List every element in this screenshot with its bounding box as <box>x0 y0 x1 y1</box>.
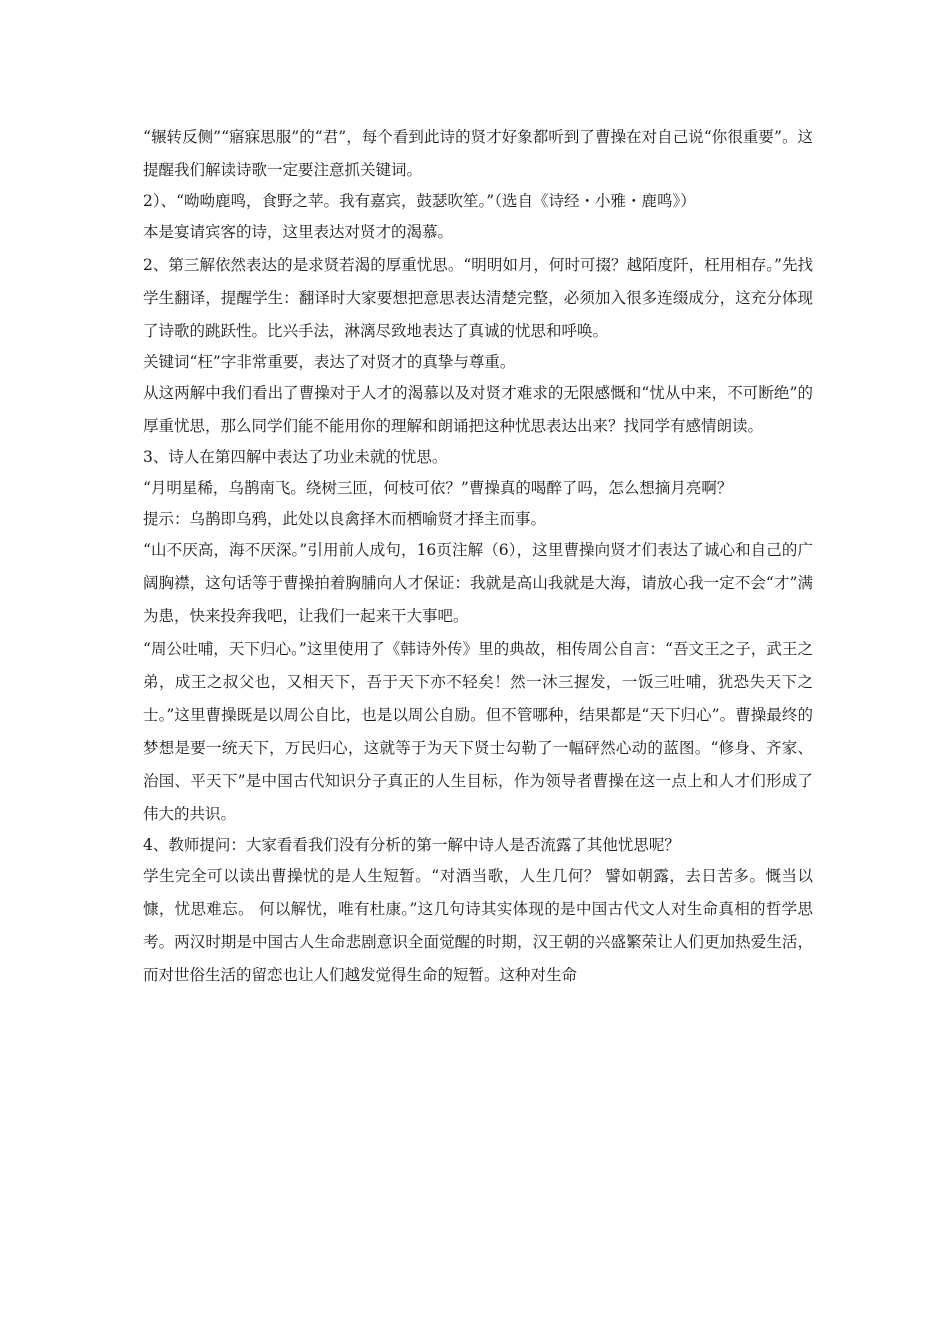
paragraph-3: 本是宴请宾客的诗，这里表达对贤才的渴慕。 <box>143 223 454 241</box>
paragraph-5: 关键词“枉”字非常重要，表达了对贤才的真挚与尊重。 <box>143 353 516 371</box>
paragraph-12: 4、教师提问：大家看看我们没有分析的第一解中诗人是否流露了其他忧思呢？ <box>143 836 680 854</box>
paragraph-10: “山不厌高，海不厌深。”引用前人成句，16页注解（6），这里曹操向贤才们表达了诚心和自己的广阔胸襟，这句话等于曹操拍着胸脯向人才保证：我就是高山我就是大海，请放心我一定不会“才”满为患，快来投奔我吧，让我们一起来干大事吧。 <box>143 541 813 625</box>
paragraph-9: 提示：乌鹊即乌鸦，此处以良禽择木而栖喻贤才择主而事。 <box>143 510 547 528</box>
paragraph-4: 2、第三解依然表达的是求贤若渴的厚重忧思。“明明如月，何时可掇？越陌度阡，枉用相存。”先找学生翻译，提醒学生：翻译时大家要想把意思表达清楚完整，必须加入很多连缀成分，这充分体现了诗歌的跳跃性。比兴手法，淋漓尽致地表达了真诚的忧思和呼唤。 <box>143 256 813 340</box>
paragraph-11: “周公吐哺，天下归心。”这里使用了《韩诗外传》里的典故，相传周公自言：“吾文王之子，武王之弟，成王之叔父也，又相天下，吾于天下亦不轻矣！然一沐三握发，一饭三吐哺，犹恐失天下之士。”这里曹操既是以周公自比，也是以周公自励。但不管哪种，结果都是“天下归心”。曹操最终的梦想是要一统天下，万民归心，这就等于为天下贤士勾勒了一幅砰然心动的蓝图。“修身、齐家、治国、平天下”是中国古代知识分子真正的人生目标，作为领导者曹操在这一点上和人才们形成了伟大的共识。 <box>143 640 813 823</box>
paragraph-8: “月明星稀，乌鹊南飞。绕树三匝，何枝可依？”曹操真的喝醉了吗，怎么想摘月亮啊？ <box>143 479 733 497</box>
paragraph-13: 学生完全可以读出曹操忧的是人生短暂。“对酒当歌，人生几何？ 譬如朝露，去日苦多。慨当以慷，忧思难忘。 何以解忧，唯有杜康。”这几句诗其实体现的是中国古代文人对生命真相的哲学思考。两汉时期是中国古人生命悲剧意识全面觉醒的时期，汉王朝的兴盛繁荣让人们更加热爱生活，而对世俗生活的留恋也让人们越发觉得生命的短暂。这种对生命 <box>143 867 813 984</box>
paragraph-1: “辗转反侧”“寤寐思服”的“君”，每个看到此诗的贤才好象都听到了曹操在对自己说“你很重要”。这提醒我们解读诗歌一定要注意抓关键词。 <box>143 128 813 179</box>
paragraph-2: 2）、“呦呦鹿鸣，食野之苹。我有嘉宾，鼓瑟吹笙。”（选自《诗经・小雅・鹿鸣》） <box>143 192 696 210</box>
paragraph-6: 从这两解中我们看出了曹操对于人才的渴慕以及对贤才难求的无限感慨和“忧从中来，不可断绝”的厚重忧思，那么同学们能不能用你的理解和朗诵把这种忧思表达出来？找同学有感情朗读。 <box>143 384 813 435</box>
document-body <box>143 121 813 992</box>
paragraph-7: 3、诗人在第四解中表达了功业未就的忧思。 <box>143 448 448 466</box>
